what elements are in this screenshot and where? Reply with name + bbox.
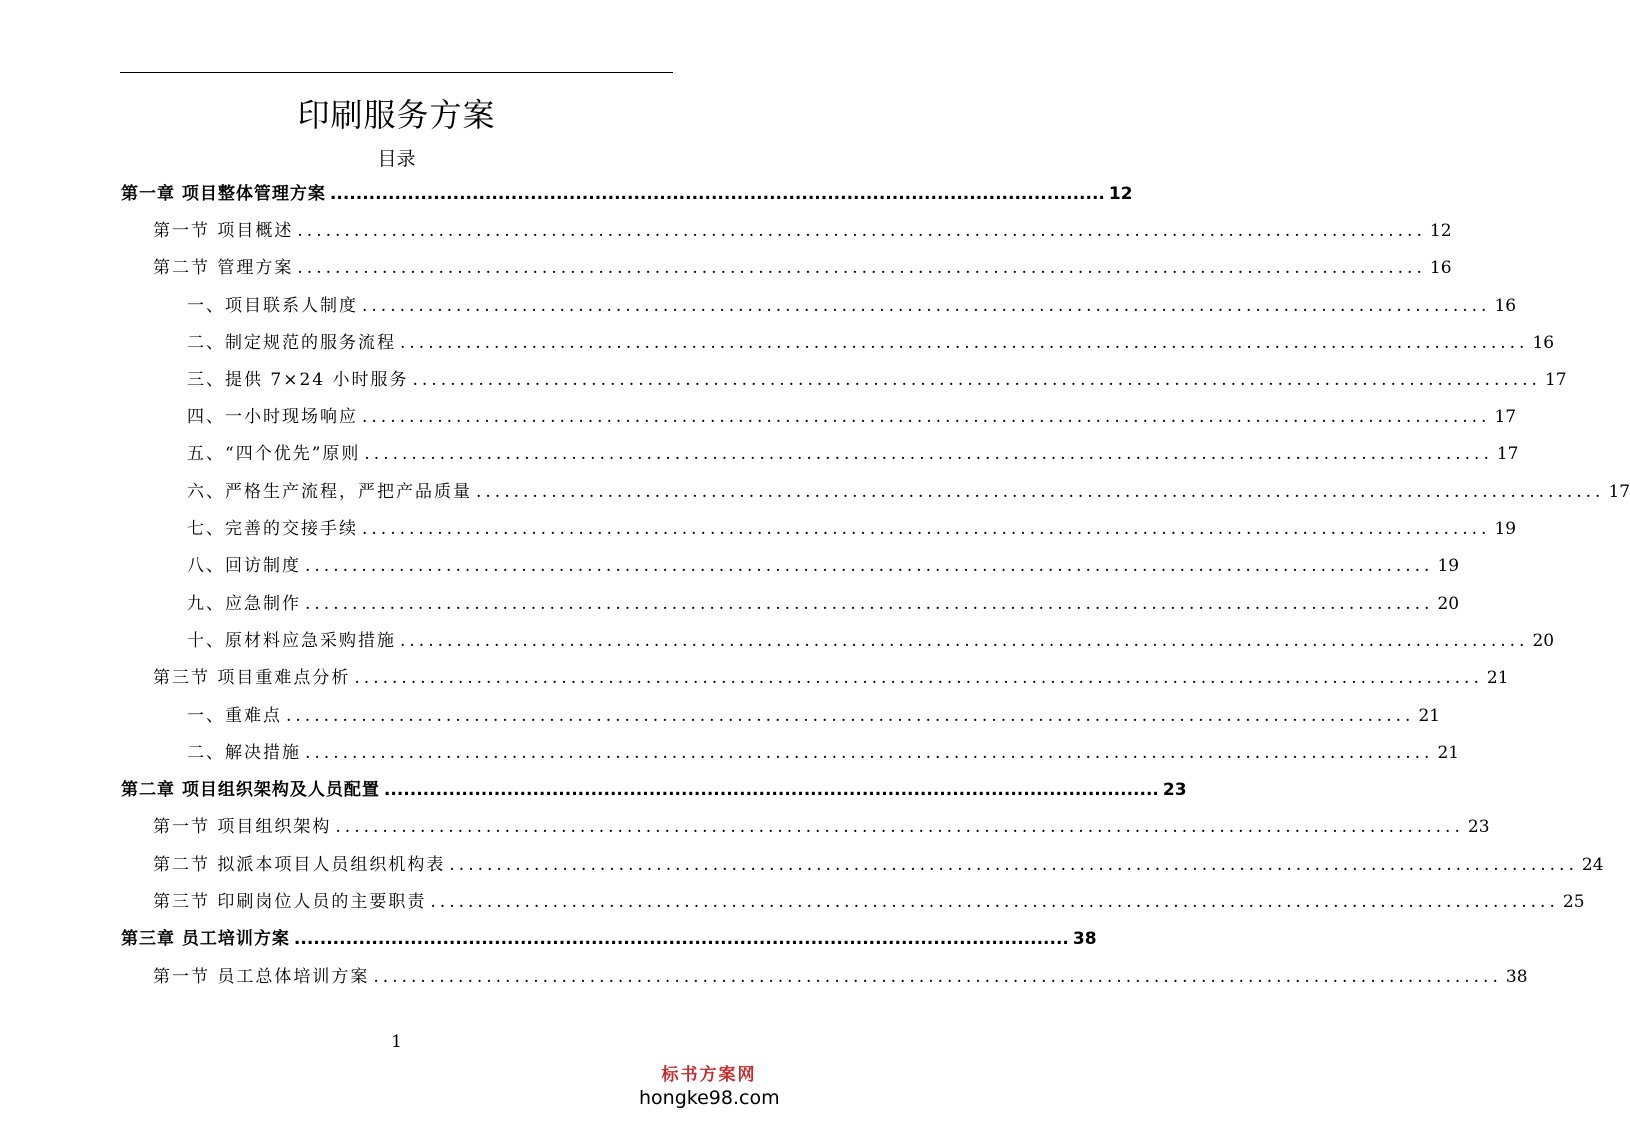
toc-entry-label: 八、回访制度 bbox=[187, 556, 301, 576]
toc-entry-label: 五、“四个优先”原则 bbox=[187, 444, 361, 464]
toc-entry-label: 第一节 项目组织架构 bbox=[153, 817, 332, 837]
toc-entry-subsection[interactable] bbox=[187, 292, 1517, 320]
toc-entry-chapter-2[interactable] bbox=[121, 776, 1187, 804]
toc-entry-page: 38 bbox=[1072, 929, 1097, 949]
toc-entry-label: 四、一小时现场响应 bbox=[187, 407, 358, 427]
toc-entry-subsection[interactable] bbox=[187, 366, 1567, 394]
toc-entry-label: 七、完善的交接手续 bbox=[187, 519, 358, 539]
toc-entry-page: 12 bbox=[1429, 221, 1452, 241]
toc-entry-chapter-3[interactable] bbox=[121, 925, 1097, 953]
toc-entry-label: 第二章 项目组织架构及人员配置 bbox=[121, 780, 380, 800]
toc-leader: ........................................................................................................................ bbox=[400, 333, 1529, 353]
toc-leader: ........................................................................................................................ bbox=[362, 519, 1491, 539]
toc-entry-subsection[interactable] bbox=[187, 739, 1460, 767]
toc-entry-page: 21 bbox=[1437, 743, 1460, 763]
toc-entry-subsection[interactable] bbox=[187, 329, 1555, 357]
toc-leader: ........................................................................................................................ bbox=[383, 780, 1159, 800]
toc-entry-section[interactable] bbox=[153, 888, 1585, 916]
toc-entry-label: 十、原材料应急采购措施 bbox=[187, 631, 396, 651]
toc-entry-subsection[interactable] bbox=[187, 403, 1517, 431]
toc-entry-subsection[interactable] bbox=[187, 627, 1555, 655]
toc-entry-label: 第一章 项目整体管理方案 bbox=[121, 184, 326, 204]
toc-entry-label: 第一节 项目概述 bbox=[153, 221, 294, 241]
toc-leader: ........................................................................................................................ bbox=[297, 221, 1426, 241]
toc-entry-page: 17 bbox=[1496, 444, 1519, 464]
toc-entry-page: 19 bbox=[1437, 556, 1460, 576]
toc-leader: ........................................................................................................................ bbox=[286, 706, 1415, 726]
toc-entry-label: 第三节 项目重难点分析 bbox=[153, 668, 351, 688]
toc-entry-page: 12 bbox=[1108, 184, 1133, 204]
toc-entry-page: 21 bbox=[1418, 706, 1441, 726]
toc-entry-subsection[interactable] bbox=[187, 515, 1517, 543]
toc-leader: ........................................................................................................................ bbox=[354, 668, 1483, 688]
toc-leader: ........................................................................................................................ bbox=[476, 482, 1605, 502]
toc-leader: ........................................................................................................................ bbox=[362, 296, 1491, 316]
toc-entry-page: 16 bbox=[1494, 296, 1517, 316]
toc-entry-page: 24 bbox=[1581, 855, 1604, 875]
toc-leader: ........................................................................................................................ bbox=[400, 631, 1529, 651]
toc-heading: 目录 bbox=[377, 148, 416, 170]
toc-entry-section[interactable] bbox=[153, 664, 1509, 692]
toc-entry-page: 23 bbox=[1162, 780, 1187, 800]
toc-entry-subsection[interactable] bbox=[187, 590, 1460, 618]
watermark-url-text: hongke98.com bbox=[639, 1087, 780, 1109]
toc-entry-label: 第三章 员工培训方案 bbox=[121, 929, 290, 949]
toc-entry-subsection[interactable] bbox=[187, 552, 1460, 580]
toc-leader: ........................................................................................................................ bbox=[329, 184, 1105, 204]
toc-entry-label: 二、解决措施 bbox=[187, 743, 301, 763]
toc-entry-page: 20 bbox=[1532, 631, 1555, 651]
site-watermark[interactable] bbox=[639, 1064, 779, 1110]
toc-entry-subsection[interactable] bbox=[187, 478, 1630, 506]
toc-entry-page: 21 bbox=[1486, 668, 1509, 688]
toc-entry-section[interactable] bbox=[153, 851, 1604, 879]
toc-entry-label: 第二节 管理方案 bbox=[153, 258, 294, 278]
toc-entry-label: 第二节 拟派本项目人员组织机构表 bbox=[153, 855, 446, 875]
toc-entry-page: 16 bbox=[1532, 333, 1555, 353]
toc-leader: ........................................................................................................................ bbox=[293, 929, 1069, 949]
toc-leader: ........................................................................................................................ bbox=[364, 444, 1493, 464]
toc-leader: ........................................................................................................................ bbox=[412, 370, 1541, 390]
toc-entry-page: 17 bbox=[1544, 370, 1567, 390]
page-number: 1 bbox=[391, 1032, 402, 1052]
toc-entry-page: 20 bbox=[1437, 594, 1460, 614]
toc-entry-label: 九、应急制作 bbox=[187, 594, 301, 614]
toc-entry-page: 25 bbox=[1562, 892, 1585, 912]
toc-entry-page: 23 bbox=[1467, 817, 1490, 837]
toc-entry-label: 三、提供 7×24 小时服务 bbox=[187, 370, 409, 390]
toc-entry-section[interactable] bbox=[153, 813, 1490, 841]
toc-entry-label: 一、重难点 bbox=[187, 706, 282, 726]
toc-entry-label: 二、制定规范的服务流程 bbox=[187, 333, 396, 353]
toc-leader: ........................................................................................................................ bbox=[297, 258, 1426, 278]
toc-leader: ........................................................................................................................ bbox=[335, 817, 1464, 837]
toc-entry-page: 19 bbox=[1494, 519, 1517, 539]
toc-leader: ........................................................................................................................ bbox=[430, 892, 1559, 912]
toc-entry-page: 17 bbox=[1608, 482, 1630, 502]
toc-leader: ........................................................................................................................ bbox=[305, 594, 1434, 614]
toc-entry-label: 一、项目联系人制度 bbox=[187, 296, 358, 316]
toc-leader: ........................................................................................................................ bbox=[305, 743, 1434, 763]
toc-entry-section[interactable] bbox=[153, 254, 1452, 282]
toc-entry-label: 第三节 印刷岗位人员的主要职责 bbox=[153, 892, 427, 912]
toc-entry-section[interactable] bbox=[153, 963, 1528, 991]
toc-entry-section[interactable] bbox=[153, 217, 1452, 245]
watermark-cn-text: 标书方案网 bbox=[661, 1065, 757, 1085]
toc-entry-chapter-1[interactable] bbox=[121, 180, 1133, 208]
toc-entry-label: 六、严格生产流程，严把产品质量 bbox=[187, 482, 472, 502]
toc-leader: ........................................................................................................................ bbox=[373, 967, 1502, 987]
toc-leader: ........................................................................................................................ bbox=[449, 855, 1578, 875]
toc-entry-subsection[interactable] bbox=[187, 440, 1519, 468]
toc-entry-subsection[interactable] bbox=[187, 702, 1441, 730]
toc-leader: ........................................................................................................................ bbox=[305, 556, 1434, 576]
document-title: 印刷服务方案 bbox=[297, 96, 496, 134]
toc-entry-page: 16 bbox=[1429, 258, 1452, 278]
toc-entry-page: 38 bbox=[1505, 967, 1528, 987]
toc-entry-label: 第一节 员工总体培训方案 bbox=[153, 967, 370, 987]
toc-entry-page: 17 bbox=[1494, 407, 1517, 427]
toc-leader: ........................................................................................................................ bbox=[362, 407, 1491, 427]
